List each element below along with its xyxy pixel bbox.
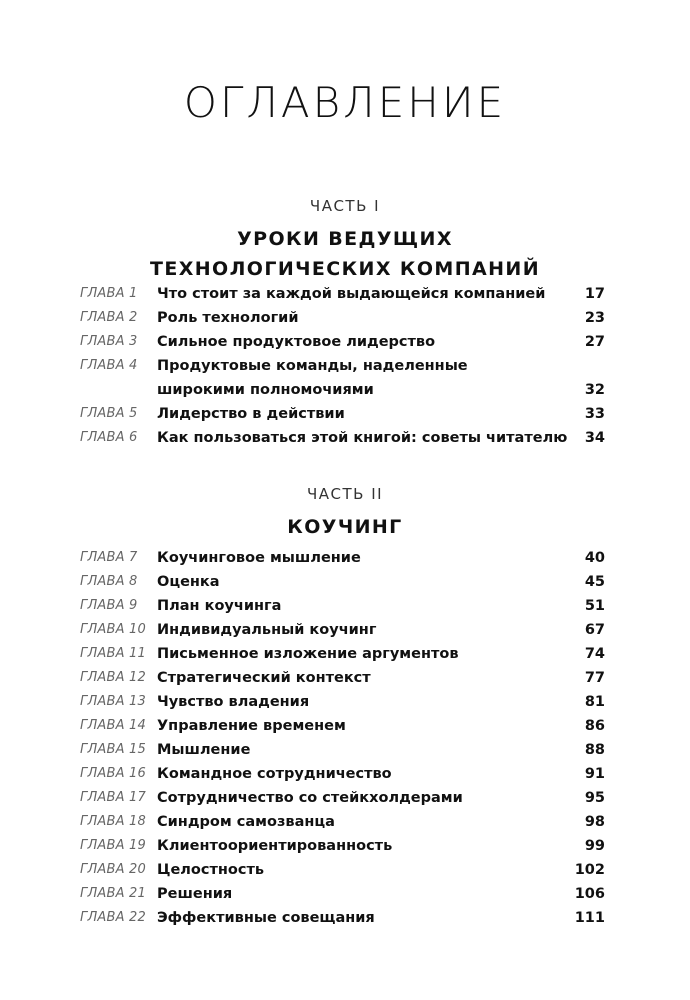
- chapter-title: Оценка: [157, 574, 220, 590]
- chapter-row[interactable]: [0, 834, 690, 858]
- chapter-row[interactable]: [0, 666, 690, 690]
- chapter-row[interactable]: [0, 690, 690, 714]
- chapter-title: Сотрудничество со стейкхолдерами: [157, 790, 463, 806]
- chapter-title: Командное сотрудничество: [157, 766, 392, 782]
- chapter-page: 95: [584, 790, 605, 806]
- chapter-title: Роль технологий: [157, 310, 299, 326]
- chapter-number: ГЛАВА 8: [80, 574, 138, 589]
- chapter-page: 102: [574, 862, 605, 878]
- chapter-title: Эффективные совещания: [157, 910, 375, 926]
- chapter-title: Синдром самозванца: [157, 814, 335, 830]
- chapter-row[interactable]: [0, 738, 690, 762]
- chapter-title: План коучинга: [157, 598, 282, 614]
- chapter-number: ГЛАВА 1: [80, 286, 138, 301]
- chapter-number: ГЛАВА 15: [80, 742, 146, 757]
- chapter-page: 67: [584, 622, 605, 638]
- part-1-title: [0, 224, 690, 284]
- chapter-number: ГЛАВА 16: [80, 766, 146, 781]
- chapter-page: 91: [584, 766, 605, 782]
- chapter-page: 17: [584, 286, 605, 302]
- chapter-page: 74: [584, 646, 605, 662]
- chapter-row[interactable]: [0, 714, 690, 738]
- chapter-title: Как пользоваться этой книгой: советы читателю: [157, 430, 568, 446]
- chapter-title: Чувство владения: [157, 694, 310, 710]
- chapter-row[interactable]: [0, 354, 690, 402]
- chapter-number: ГЛАВА 22: [80, 910, 146, 925]
- chapter-title: Мышление: [157, 742, 251, 758]
- chapter-row[interactable]: [0, 786, 690, 810]
- chapter-number: ГЛАВА 14: [80, 718, 146, 733]
- part-1-label: ЧАСТЬ I: [309, 197, 381, 215]
- chapter-number: ГЛАВА 4: [80, 358, 138, 373]
- chapter-number: ГЛАВА 2: [80, 310, 138, 325]
- chapter-page: 99: [584, 838, 605, 854]
- chapter-title-continued: широкими полномочиями: [157, 382, 374, 398]
- chapter-row[interactable]: [0, 402, 690, 426]
- chapter-page: 23: [584, 310, 605, 326]
- part-2-label: ЧАСТЬ II: [306, 485, 384, 503]
- chapter-row[interactable]: [0, 306, 690, 330]
- chapter-title: Лидерство в действии: [157, 406, 345, 422]
- chapter-row[interactable]: [0, 282, 690, 306]
- chapter-row[interactable]: [0, 906, 690, 930]
- chapter-title: Письменное изложение аргументов: [157, 646, 459, 662]
- chapter-title: Индивидуальный коучинг: [157, 622, 377, 638]
- chapter-page: 77: [584, 670, 605, 686]
- chapter-title: Продуктовые команды, наделенные: [157, 358, 468, 374]
- chapter-page: 45: [584, 574, 605, 590]
- chapter-number: ГЛАВА 19: [80, 838, 146, 853]
- chapter-row[interactable]: [0, 882, 690, 906]
- chapter-row[interactable]: [0, 594, 690, 618]
- chapter-page: 51: [584, 598, 605, 614]
- part-1-title-line-2: ТЕХНОЛОГИЧЕСКИХ КОМПАНИЙ: [149, 258, 541, 280]
- chapter-number: ГЛАВА 6: [80, 430, 138, 445]
- chapter-page: 40: [584, 550, 605, 566]
- chapter-page: 86: [584, 718, 605, 734]
- chapter-row[interactable]: [0, 858, 690, 882]
- chapter-row[interactable]: [0, 426, 690, 450]
- chapter-row[interactable]: [0, 762, 690, 786]
- chapter-title: Управление временем: [157, 718, 346, 734]
- chapter-page: 27: [584, 334, 605, 350]
- part-1-title-line-1: УРОКИ ВЕДУЩИХ: [237, 228, 453, 250]
- chapter-page: 88: [584, 742, 605, 758]
- chapter-title: Целостность: [157, 862, 265, 878]
- chapter-number: ГЛАВА 11: [80, 646, 146, 661]
- part-1-chapter-list: [0, 282, 690, 450]
- chapter-page: 106: [574, 886, 605, 902]
- chapter-number: ГЛАВА 3: [80, 334, 138, 349]
- chapter-row[interactable]: [0, 810, 690, 834]
- part-2-chapter-list: [0, 546, 690, 930]
- chapter-number: ГЛАВА 7: [80, 550, 138, 565]
- part-2-title-line-1: КОУЧИНГ: [287, 516, 403, 538]
- chapter-title: Сильное продуктовое лидерство: [157, 334, 436, 350]
- chapter-number: ГЛАВА 9: [80, 598, 138, 613]
- part-2-title: [0, 512, 690, 542]
- chapter-title: Стратегический контекст: [157, 670, 371, 686]
- chapter-title: Что стоит за каждой выдающейся компанией: [157, 286, 546, 302]
- chapter-number: ГЛАВА 17: [80, 790, 146, 805]
- chapter-page: 33: [584, 406, 605, 422]
- chapter-page: 34: [584, 430, 605, 446]
- chapter-title: Коучинговое мышление: [157, 550, 361, 566]
- chapter-title: Клиентоориентированность: [157, 838, 393, 854]
- chapter-page: 111: [574, 910, 605, 926]
- chapter-row[interactable]: [0, 618, 690, 642]
- page-title: ОГЛАВЛЕНИЕ: [183, 78, 507, 127]
- chapter-number: ГЛАВА 21: [80, 886, 146, 901]
- chapter-page: 32: [584, 382, 605, 398]
- chapter-number: ГЛАВА 12: [80, 670, 146, 685]
- chapter-row[interactable]: [0, 642, 690, 666]
- chapter-number: ГЛАВА 5: [80, 406, 138, 421]
- chapter-number: ГЛАВА 18: [80, 814, 146, 829]
- chapter-row[interactable]: [0, 570, 690, 594]
- chapter-number: ГЛАВА 20: [80, 862, 146, 877]
- chapter-number: ГЛАВА 13: [80, 694, 146, 709]
- chapter-page: 81: [584, 694, 605, 710]
- chapter-row[interactable]: [0, 330, 690, 354]
- chapter-page: 98: [584, 814, 605, 830]
- chapter-row[interactable]: [0, 546, 690, 570]
- chapter-title: Решения: [157, 886, 233, 902]
- chapter-number: ГЛАВА 10: [80, 622, 146, 637]
